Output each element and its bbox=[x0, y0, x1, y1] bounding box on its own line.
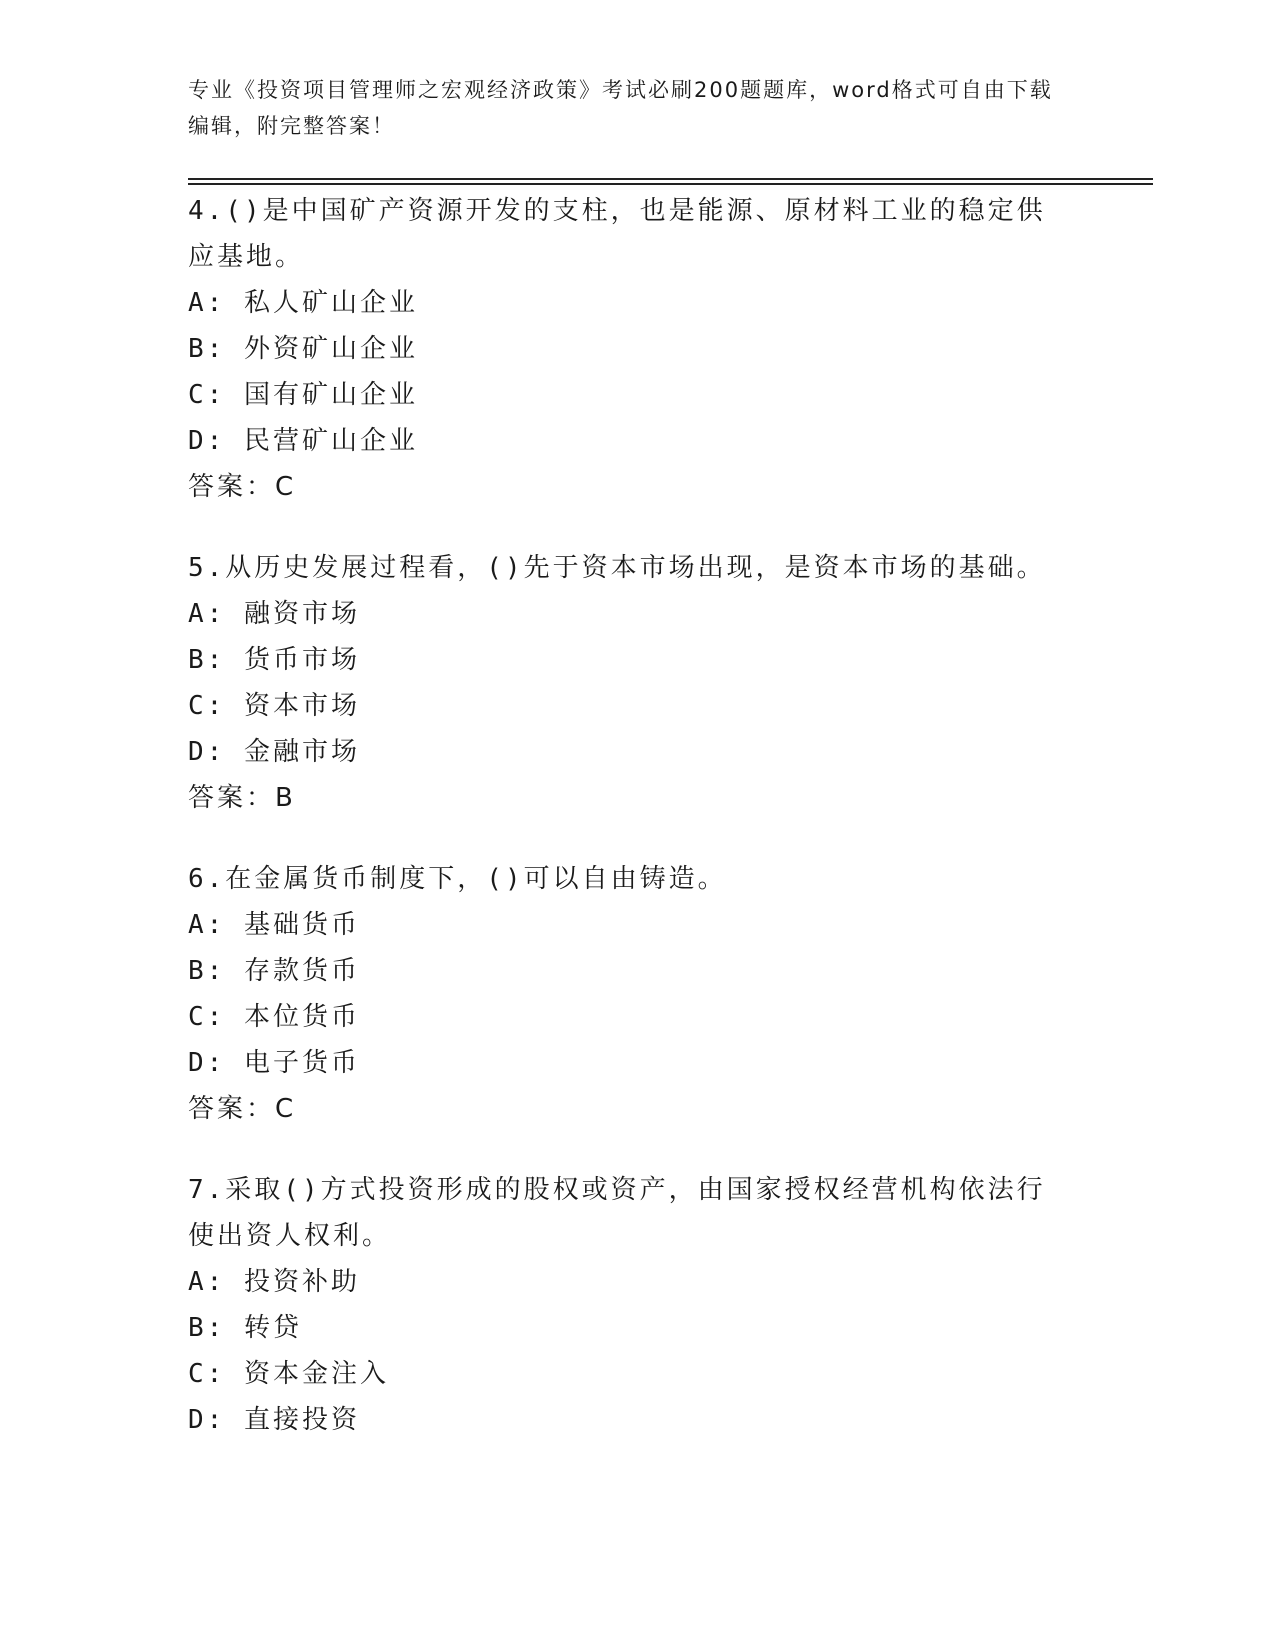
header-divider-bottom bbox=[188, 183, 1153, 185]
question-6 bbox=[188, 856, 1088, 1132]
option-c: C: 资本市场 bbox=[188, 691, 360, 721]
question-stem: 4.()是中国矿产资源开发的支柱，也是能源、原材料工业的稳定供应基地。 bbox=[188, 196, 1046, 272]
option-d: D: 金融市场 bbox=[188, 737, 360, 767]
option-b: B: 外资矿山企业 bbox=[188, 334, 418, 364]
option-d: D: 电子货币 bbox=[188, 1048, 360, 1078]
answer: 答案：C bbox=[188, 472, 297, 502]
option-a: A: 基础货币 bbox=[188, 910, 360, 940]
question-5 bbox=[188, 545, 1088, 821]
option-c: C: 本位货币 bbox=[188, 1002, 360, 1032]
document-header: 专业《投资项目管理师之宏观经济政策》考试必刷200题题库，word格式可自由下载编辑，附完整答案！ bbox=[188, 78, 1053, 138]
option-b: B: 存款货币 bbox=[188, 956, 360, 986]
answer: 答案：B bbox=[188, 783, 296, 813]
option-b: B: 货币市场 bbox=[188, 645, 360, 675]
option-d: D: 民营矿山企业 bbox=[188, 426, 418, 456]
option-c: C: 国有矿山企业 bbox=[188, 380, 418, 410]
option-a: A: 投资补助 bbox=[188, 1267, 360, 1297]
option-a: A: 私人矿山企业 bbox=[188, 288, 418, 318]
question-list bbox=[188, 188, 1088, 1478]
question-4 bbox=[188, 188, 1088, 510]
question-stem: 5.从历史发展过程看，()先于资本市场出现，是资本市场的基础。 bbox=[188, 553, 1046, 583]
option-a: A: 融资市场 bbox=[188, 599, 360, 629]
question-7 bbox=[188, 1167, 1088, 1443]
question-stem: 6.在金属货币制度下，()可以自由铸造。 bbox=[188, 864, 727, 894]
question-stem: 7.采取()方式投资形成的股权或资产，由国家授权经营机构依法行使出资人权利。 bbox=[188, 1175, 1046, 1251]
option-c: C: 资本金注入 bbox=[188, 1359, 389, 1389]
answer: 答案：C bbox=[188, 1094, 297, 1124]
option-d: D: 直接投资 bbox=[188, 1405, 360, 1435]
option-b: B: 转贷 bbox=[188, 1313, 302, 1343]
header-divider-top bbox=[188, 178, 1153, 180]
